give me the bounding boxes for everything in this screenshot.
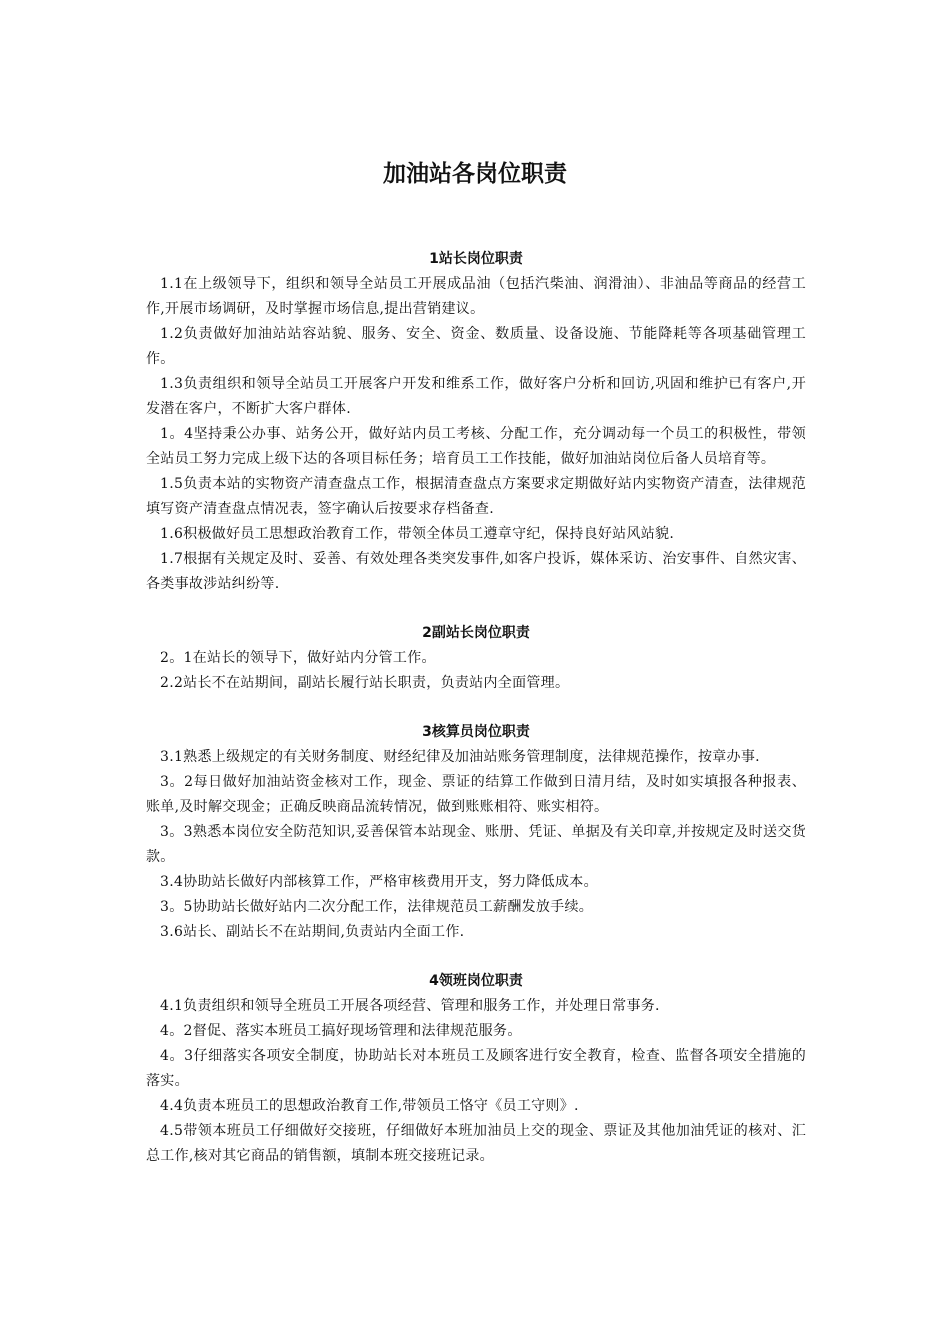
paragraph: 4.5带领本班员工仔细做好交接班，仔细做好本班加油员上交的现金、票证及其他加油凭证的核对、汇总工作,核对其它商品的销售额，填制本班交接班记录。 <box>146 1123 806 1164</box>
paragraph: 1.3负责组织和领导全站员工开展客户开发和维系工作，做好客户分析和回访,巩固和维护已有客户,开发潜在客户，不断扩大客户群体. <box>146 376 806 417</box>
paragraph: 2。1在站长的领导下，做好站内分管工作。 <box>160 650 436 666</box>
paragraph: 3。5协助站长做好站内二次分配工作，法律规范员工薪酬发放手续。 <box>160 899 594 915</box>
section-heading: 4领班岗位职责 <box>429 973 523 989</box>
paragraph: 1.2负责做好加油站站容站貌、服务、安全、资金、数质量、设备设施、节能降耗等各项基础管理工作。 <box>146 326 806 367</box>
paragraph: 1.6积极做好员工思想政治教育工作，带领全体员工遵章守纪，保持良好站风站貌. <box>160 526 675 542</box>
document-body <box>146 247 806 1193</box>
paragraph: 1.1在上级领导下，组织和领导全站员工开展成品油（包括汽柴油、润滑油）、非油品等商品的经营工作,开展市场调研，及时掌握市场信息,提出营销建议。 <box>146 276 806 317</box>
paragraph: 4。2督促、落实本班员工搞好现场管理和法律规范服务。 <box>160 1023 522 1039</box>
paragraph: 3。3熟悉本岗位安全防范知识,妥善保管本站现金、账册、凭证、单据及有关印章,并按规定及时送交货款。 <box>146 824 806 865</box>
section-station-manager <box>146 247 806 597</box>
paragraph: 1.5负责本站的实物资产清查盘点工作，根据清查盘点方案要求定期做好站内实物资产清查，法律规范填写资产清查盘点情况表，签字确认后按要求存档备查. <box>146 476 806 517</box>
paragraph: 1.7根据有关规定及时、妥善、有效处理各类突发事件,如客户投诉，媒体采访、治安事件、自然灾害、各类事故涉站纠纷等. <box>146 551 806 592</box>
section-shift-leader <box>146 969 806 1169</box>
paragraph: 4.1负责组织和领导全班员工开展各项经营、管理和服务工作，并处理日常事务. <box>160 998 660 1014</box>
paragraph: 2.2站长不在站期间，副站长履行站长职责，负责站内全面管理。 <box>160 675 570 691</box>
section-deputy-manager <box>146 621 806 696</box>
section-heading: 2副站长岗位职责 <box>422 625 530 641</box>
paragraph: 4.4负责本班员工的思想政治教育工作,带领员工恪守《员工守则》. <box>160 1098 579 1114</box>
section-accountant <box>146 720 806 945</box>
section-heading: 3核算员岗位职责 <box>422 724 530 740</box>
paragraph: 3.1熟悉上级规定的有关财务制度、财经纪律及加油站账务管理制度，法律规范操作，按章办事. <box>160 749 760 765</box>
paragraph: 4。3仔细落实各项安全制度，协助站长对本班员工及顾客进行安全教育，检查、监督各项安全措施的落实。 <box>146 1048 806 1089</box>
paragraph: 3.6站长、副站长不在站期间,负责站内全面工作. <box>160 924 465 940</box>
paragraph: 1。4坚持秉公办事、站务公开，做好站内员工考核、分配工作，充分调动每一个员工的积极性，带领全站员工努力完成上级下达的各项目标任务；培育员工工作技能，做好加油站岗位后备人员培育等。 <box>146 426 806 467</box>
paragraph: 3.4协助站长做好内部核算工作，严格审核费用开支，努力降低成本。 <box>160 874 598 890</box>
section-heading: 1站长岗位职责 <box>429 251 523 267</box>
document-title: 加油站各岗位职责 <box>383 160 567 187</box>
paragraph: 3。2每日做好加油站资金核对工作，现金、票证的结算工作做到日清月结，及时如实填报各种报表、账单,及时解交现金；正确反映商品流转情况，做到账账相符、账实相符。 <box>146 774 806 815</box>
